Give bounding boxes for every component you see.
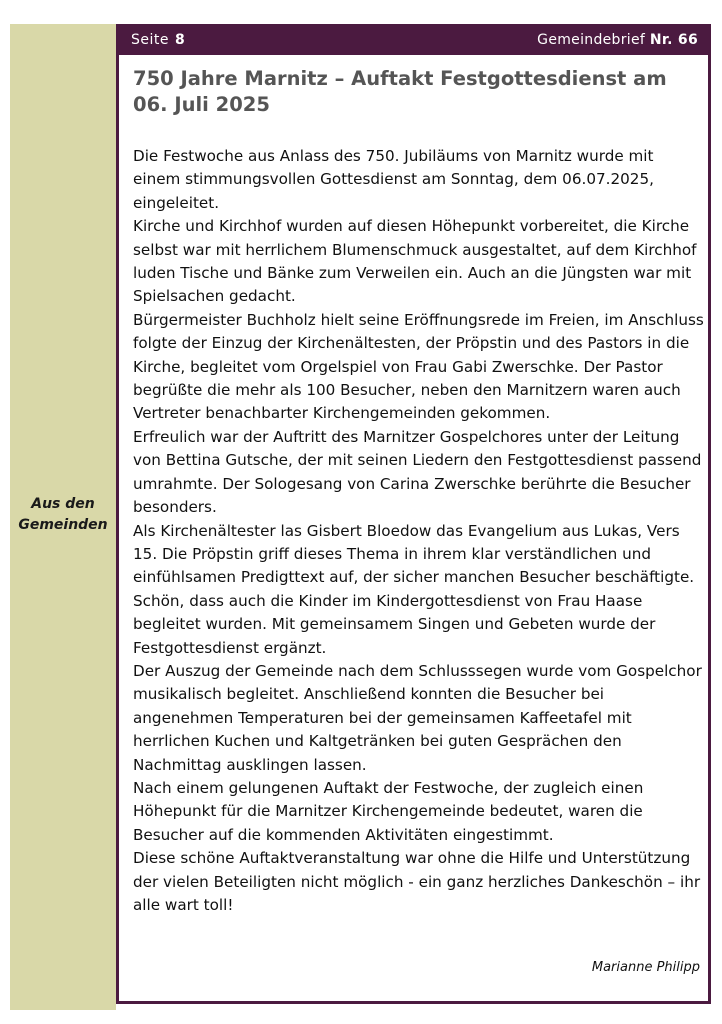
section-label-line1: Aus den	[31, 496, 95, 512]
paragraph: Der Auszug der Gemeinde nach dem Schlusssegen wurde vom Gospelchor musikalisch begleitet. Anschließend konnten die Besucher bei angenehmen Temperaturen bei der gemeinsamen Kaffeetafel mit herrlichen Kuchen und Kaltgetränken bei guten Gesprächen den Nachmittag ausklingen lassen.	[133, 661, 702, 774]
publication-name: Gemeindebrief	[537, 32, 646, 48]
publication-indicator	[537, 32, 698, 48]
page-label: Seite	[131, 32, 169, 48]
sidebar	[10, 24, 116, 1010]
issue-number: Nr. 66	[649, 32, 698, 48]
paragraph: Erfreulich war der Auftritt des Marnitzer Gospelchores unter der Leitung von Bettina Gutsche, der mit seinen Liedern den Festgottesdienst passend umrahmte. Der Sologesang von Carina Zwerschke berührte die Besucher besonders.	[133, 427, 702, 517]
page-indicator	[131, 32, 185, 48]
section-label-line2: Gemeinden	[18, 517, 108, 533]
paragraph: Diese schöne Auftaktveranstaltung war ohne die Hilfe und Unterstützung der vielen Beteiligten nicht möglich - ein ganz herzliches Dankeschön – ihr alle wart toll!	[133, 849, 701, 914]
paragraph: Schön, dass auch die Kinder im Kindergottesdienst von Frau Haase begleitet wurden. Mit gemeinsamem Singen und Gebeten wurde der Festgottesdienst ergänzt.	[133, 591, 656, 657]
article-body	[133, 145, 705, 917]
section-label	[10, 494, 116, 536]
paragraph: Als Kirchenältester las Gisbert Bloedow das Evangelium aus Lukas, Vers 15. Die Pröpstin griff dieses Thema in ihrem klar verständlichen und einfühlsamen Predigttext auf, der sicher manchen Besucher beschäftigte.	[133, 521, 695, 587]
paragraph: Die Festwoche aus Anlass des 750. Jubiläums von Marnitz wurde mit einem stimmungsvollen Gottesdienst am Sonntag, dem 06.07.2025, eingeleitet.	[133, 147, 654, 212]
article-title: 750 Jahre Marnitz – Auftakt Festgottesdienst am 06. Juli 2025	[133, 67, 667, 116]
page-number: 8	[175, 32, 186, 48]
paragraph: Nach einem gelungenen Auftakt der Festwoche, der zugleich einen Höhepunkt für die Marnitzer Kirchengemeinde bedeutet, waren die Besucher auf die kommenden Aktivitäten eingestimmt.	[133, 778, 644, 844]
article-frame	[116, 24, 711, 1004]
header-bar	[119, 24, 708, 55]
author-signature: Marianne Philipp	[591, 960, 700, 975]
paragraph: Bürgermeister Buchholz hielt seine Eröffnungsrede im Freien, im Anschluss folgte der Einzug der Kirchenältesten, der Pröpstin und des Pastors in die Kirche, begleitet vom Orgelspiel von Frau Gabi Zwerschke. Der Pastor begrüßte die mehr als 100 Besucher, neben den Marnitzern waren auch Vertreter benachbarter Kirchengemeinden gekommen.	[133, 310, 704, 423]
paragraph: Kirche und Kirchhof wurden auf diesen Höhepunkt vorbereitet, die Kirche selbst war mit herrlichem Blumenschmuck ausgestaltet, auf dem Kirchhof luden Tische und Bänke zum Verweilen ein. Auch an die Jüngsten war mit Spielsachen gedacht.	[133, 217, 697, 306]
